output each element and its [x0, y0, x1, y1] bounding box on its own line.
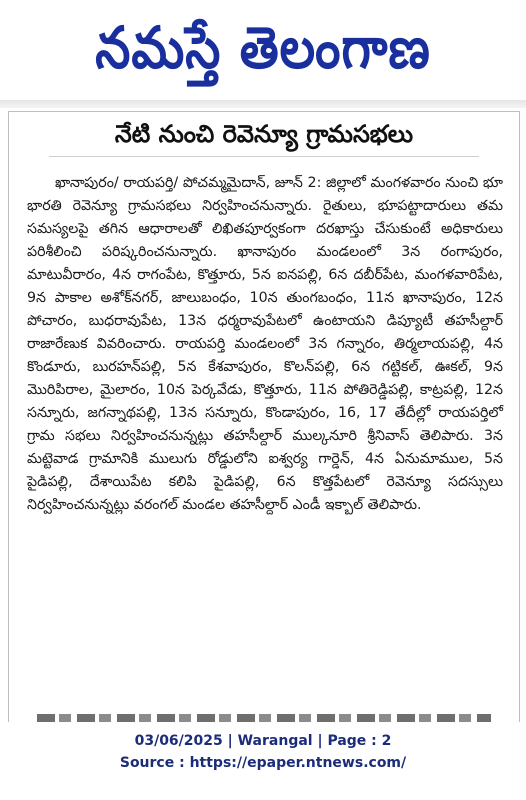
newspaper-logo: నమస్తే తెలంగాణ [95, 14, 431, 82]
article-headline: నేటి నుంచి రెవెన్యూ గ్రామసభలు [114, 120, 414, 148]
source-link[interactable]: Source : https://epaper.ntnews.com/ [119, 755, 407, 771]
masthead [0, 0, 526, 96]
edition-info: 03/06/2025 | Warangal | Page : 2 [134, 733, 392, 749]
article-clipping [8, 111, 520, 722]
clipping-cut-edge [37, 714, 491, 722]
headline-divider [49, 156, 479, 157]
masthead-divider [0, 100, 526, 108]
footer [0, 730, 526, 774]
article-body: ఖానాపురం/ రాయపర్తి/ పోచమ్మమైదాన్, జూన్ 2: జిల్లాలో మంగళవారం నుంచి భూ భారతి రెవెన్యూ గ్రామసభలు నిర్వహించనున్నారు. రైతులు, భూపట్టాదారులు తమ సమస్యలపై తగిన ఆధారాలతో లిఖితపూర్వకంగా దరఖాస్తు చేసుకుంటే అధికారులు పరిశీలించి పరిష్కరించనున్నారు. ఖానాపురం మండలంలో 3న రంగాపురం, మాటువీరారం, 4న రాగంపేట, కొత్తూరు, 5న ఐనపల్లి, 6న దబీర్‌పేట, మంగళవారిపేట, 9న పాకాల అశోక్‌నగర్, జాలుబంధం, 10న తుంగబంధం, 11న ఖానాపురం, 12న పోచారం, బుధరావుపేట, 13న ధర్మరావుపేటలో ఉంటాయని డిప్యూటీ తహసీల్దార్ రాజారేణుక వివరించారు. రాయపర్తి మండలంలో 3న గన్నారం, తిర్మలాయపల్లి, 4న కొండూరు, బురహన్‌పల్లి, 5న కేశవాపురం, కొలన్‌పల్లి, 6న గట్టికల్, ఊకల్, 9న మొరిపిరాల, మైలారం, 10న పెర్కవేడు, కొత్తూరు, 11న పోతిరెడ్డిపల్లి, కాట్రపల్లి, 12న సన్నూరు, జగన్నాథపల్లి, 13న సన్నూరు, కొండాపురం, 16, 17 తేదీల్లో రాయపర్తిలో గ్రామ సభలు నిర్వహించనున్నట్లు తహసీల్దార్ ముల్కనూరి శ్రీనివాస్ తెలిపారు. 3న మట్టెవాడ గ్రామానికి ములుగు రోడ్డులోని ఐశ్వర్య గార్డెన్, 4న ఏనుమాముల, 5న పైడిపల్లి, దేశాయిపేట కలిపి పైడిపల్లి, 6న కొత్తపేటలో రెవెన్యూ సదస్సులు నిర్వహించనున్నట్లు వరంగల్ మండల తహసీల్దార్ ఎండీ ఇక్బాల్ తెలిపారు. [27, 175, 503, 513]
